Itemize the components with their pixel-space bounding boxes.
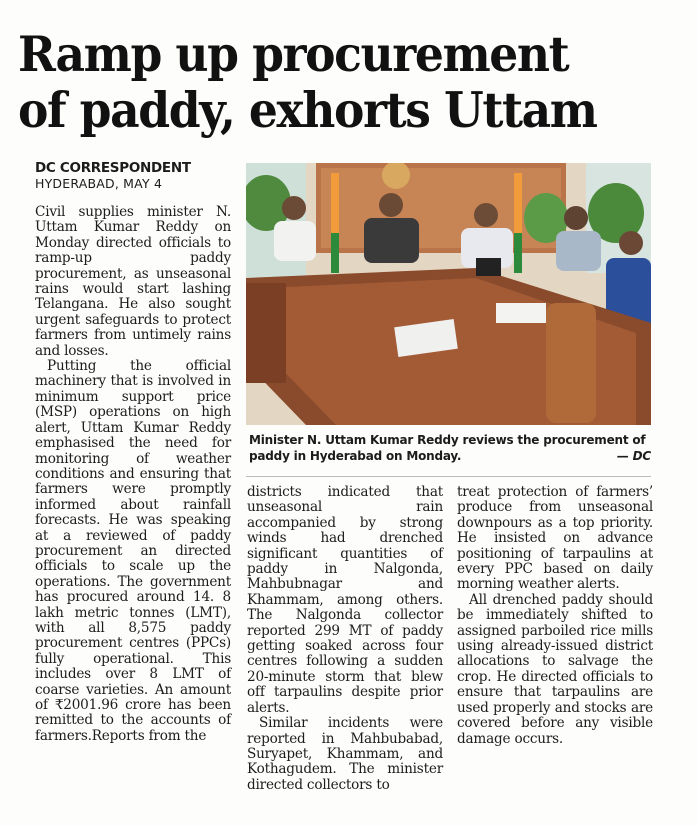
caption-text: Minister N. Uttam Kumar Reddy reviews the procurement of paddy in Hyderabad on Monday. — [249, 433, 646, 463]
news-photo — [246, 163, 651, 425]
headline-line-2: of paddy, exhorts Uttam — [18, 81, 597, 139]
paragraph: Civil supplies minister N. Uttam Kumar Reddy on Monday directed officials to ramp-up paddy procurement, as unseasonal rains would start lashing Telangana. He also sought urgent safeguards to protect farmers from untimely rains and losses. — [35, 204, 231, 359]
photo-credit: — DC — [616, 449, 651, 463]
paragraph: districts indicated that unseasonal rain accompanied by strong winds had drenched significant quantities of paddy in Nalgonda, Mahbubnagar and Khammam, among others. The Nalgonda collector reported 299 MT of paddy getting soaked across four centres following a sudden 20-minute storm that blew off tarpaulins despite prior alerts. — [247, 484, 443, 716]
paragraph: Putting the official machinery that is involved in minimum support price (MSP) operations on high alert, Uttam Kumar Reddy emphasised the need for monitoring of weather conditions and ensuring that farmers were promptly informed about rainfall forecasts. He was speaking at a reviewed of paddy procurement an directed officials to scale up the operations. The government has procured around 14. 8 lakh metric tonnes (LMT), with all 8,575 paddy procurement centres (PPCs) fully operational. This includes over 8 LMT of coarse varieties. An amount of ₹2001.96 crore has been remitted to the accounts of farmers.Reports from the — [35, 358, 231, 744]
caption-divider — [246, 476, 651, 477]
photo-caption — [249, 432, 651, 464]
headline — [18, 26, 641, 138]
paragraph: treat protection of farmers’ produce from unseasonal downpours as a top priority. He insisted on advance positioning of tarpaulins at every PPC based on daily morning weather alerts. — [457, 484, 653, 593]
dateline: HYDERABAD, MAY 4 — [35, 176, 163, 191]
article-column-2 — [247, 485, 443, 793]
article-column-3 — [457, 485, 653, 747]
article-column-1 — [35, 205, 231, 744]
paragraph: All drenched paddy should be immediately shifted to assigned parboiled rice mills using already-issued district allocations to salvage the crop. He directed officials to ensure that tarpaulins are used properly and stocks are covered before any visible damage occurs. — [457, 591, 653, 747]
byline: DC CORRESPONDENT — [35, 160, 191, 176]
paragraph: Similar incidents were reported in Mahbubabad, Suryapet, Khammam, and Kothagudem. The minister directed collectors to — [247, 715, 443, 793]
headline-line-1: Ramp up procurement — [18, 25, 569, 83]
